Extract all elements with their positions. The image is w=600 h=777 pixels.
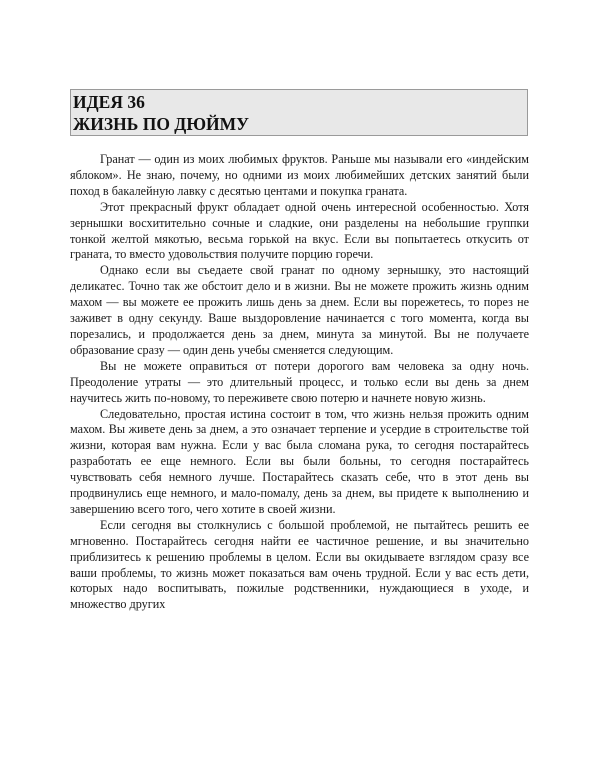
paragraph-4: Вы не можете оправиться от потери дорогого вам человека за одну ночь. Преодоление утраты — это длительный процесс, и только если вы день за днем научитесь жить по-новому, то переживете свою потерю и начнете новую жизнь. <box>70 358 529 405</box>
body-text <box>70 152 529 613</box>
paragraph-1: Гранат — один из моих любимых фруктов. Раньше мы называли его «индейским яблоком». Не знаю, почему, но одними из моих любимейших детских занятий были поход в бакалейную лавку с десятью центами и покупка граната. <box>70 152 529 198</box>
paragraph-5: Следовательно, простая истина состоит в том, что жизнь нельзя прожить одним махом. Вы живете день за днем, а это означает терпение и усердие в строительстве той жизни, которая вам нужна. Если у вас была сломана рука, то сегодня постарайтесь разработать ее еще немного. Если вы были больны, то сегодня постарайтесь чувствовать себя немного лучше. Постарайтесь сказать себе, что в этот день вы продвинулись еще немного, и мало-помалу, день за днем, вы придете к выполнению и завершению всего того, чего хотите в своей жизни. <box>70 406 529 516</box>
chapter-heading <box>70 89 528 136</box>
paragraph-6: Если сегодня вы столкнулись с большой проблемой, не пытайтесь решить ее мгновенно. Постарайтесь сегодня найти ее частичное решение, и вы значительно приблизитесь к решению проблемы в целом. Если вы окидываете взглядом сразу все ваши проблемы, то жизнь может показаться вам очень трудной. Если у вас есть дети, которых надо воспитывать, пожилые родственники, нуждающиеся в уходе, и множество других <box>70 517 529 612</box>
chapter-title: ЖИЗНЬ ПО ДЮЙМУ <box>73 114 250 134</box>
paragraph-3: Однако если вы съедаете свой гранат по одному зернышку, это настоящий деликатес. Точно так же обстоит дело и в жизни. Вы не можете прожить жизнь одним махом — вы можете ее прожить лишь день за днем. Если вы порежетесь, то порез не заживет в одну секунду. Ваше выздоровление начинается с того момента, когда вы порезались, и продолжается день за днем, минута за минутой. Вы не получаете образование сразу — один день учебы сменяется следующим. <box>70 263 529 357</box>
paragraph-2: Этот прекрасный фрукт обладает одной очень интересной особенностью. Хотя зернышки восхитительно сочные и сладкие, они разделены на небольшие группки тонкой желтой мякотью, весьма горькой на вкус. Если вы попытаетесь откусить от граната, то вместо удовольствия получите порцию горечи. <box>70 199 529 262</box>
chapter-number: ИДЕЯ 36 <box>73 92 145 112</box>
